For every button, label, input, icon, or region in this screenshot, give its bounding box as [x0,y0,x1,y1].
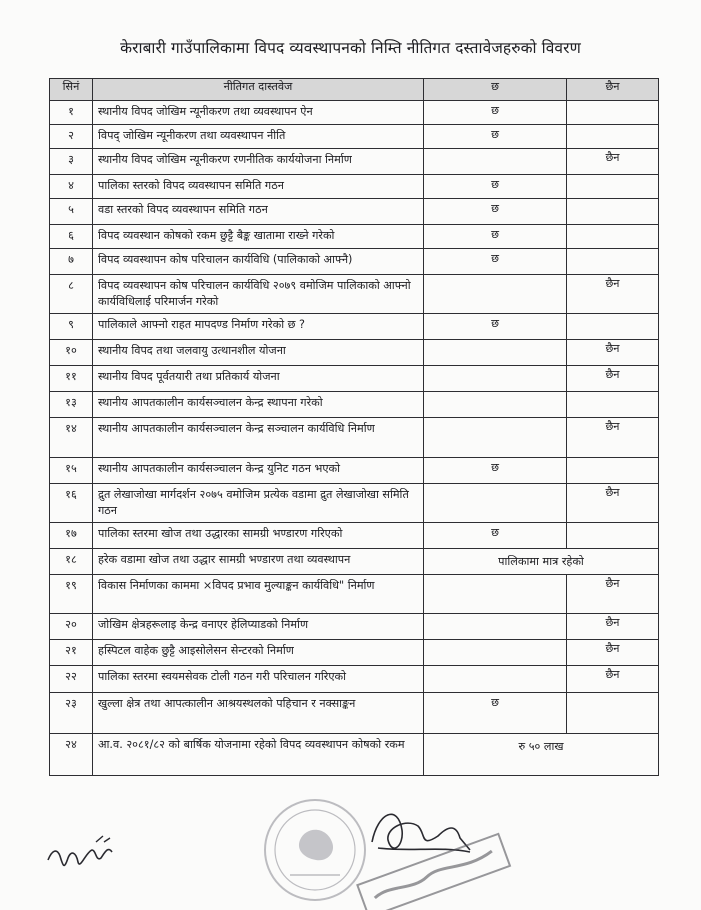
policy-document-cell: स्थानीय आपतकालीन कार्यसञ्चालन केन्द्र स्थापना गरेको [93,392,424,418]
no-cell [567,693,659,734]
no-cell [567,340,659,366]
table-row [50,225,659,249]
table-row [50,314,659,340]
page-title: केराबारी गाउँपालिकामा विपद व्यवस्थापनको निम्ति नीतिगत दस्तावेजहरुको विवरण [120,39,581,57]
handwritten-initials [48,850,112,866]
no-cell [567,199,659,225]
serial-number-cell: १ [50,101,93,125]
yes-mark: छ [491,461,499,474]
table-body [50,101,659,776]
no-mark: छैन [605,642,620,655]
no-cell [567,523,659,549]
table-row [50,249,659,275]
table-row [50,275,659,314]
policy-document-cell: खुल्ला क्षेत्र तथा आपत्कालीन आश्रयस्थलको पहिचान र नक्साङ्कन [93,693,424,734]
table-row [50,366,659,392]
policy-document-cell: स्थानीय आपतकालीन कार्यसञ्चालन केन्द्र सञ्चालन कार्यविधि निर्माण [93,418,424,458]
serial-number-cell: ६ [50,225,93,249]
header-sn: सिनं [50,79,93,101]
serial-number-cell: १५ [50,458,93,484]
table-row [50,175,659,199]
policy-document-cell: स्थानीय विपद पूर्वतयारी तथा प्रतिकार्य योजना [93,366,424,392]
serial-number-cell: ३ [50,149,93,175]
table-row [50,640,659,666]
policy-document-cell: स्थानीय विपद तथा जलवायु उत्थानशील योजना [93,340,424,366]
serial-number-cell: ५ [50,199,93,225]
yes-cell [424,458,567,484]
yes-cell [424,249,567,275]
official-signature [372,814,470,852]
table-row [50,666,659,693]
yes-mark: छ [491,317,499,330]
yes-cell [424,125,567,149]
no-mark: छैन [605,616,620,629]
no-cell [567,614,659,640]
yes-mark: छ [491,696,499,709]
table-row [50,523,659,549]
serial-number-cell: ४ [50,175,93,199]
no-cell [567,314,659,340]
table-row [50,125,659,149]
table-row [50,484,659,523]
no-mark: छैन [605,577,620,590]
no-cell [567,149,659,175]
no-cell [567,225,659,249]
serial-number-cell: १६ [50,484,93,523]
no-cell [567,458,659,484]
no-mark: छैन [605,151,620,164]
policy-document-cell: पालिकाले आफ्नो राहत मापदण्ड निर्माण गरेको छ ? [93,314,424,340]
policy-document-cell: पालिका स्तरको विपद व्यवस्थापन समिति गठन [93,175,424,199]
table-row [50,199,659,225]
serial-number-cell: ८ [50,275,93,314]
header-policy: नीतिगत दास्तवेज [93,79,424,101]
officer-seal-stamp [357,834,510,910]
serial-number-cell: १४ [50,418,93,458]
serial-number-cell: ९ [50,314,93,340]
table-row [50,549,659,575]
yes-mark: छ [491,128,499,141]
table-row [50,340,659,366]
yes-mark: छ [491,104,499,117]
policy-document-cell: विपद व्यवस्थापन कोष परिचालन कार्यविधि (पालिकाको आफ्नै) [93,249,424,275]
yes-cell [424,392,567,418]
status-note-cell: पालिकामा मात्र रहेको [424,549,659,575]
serial-number-cell: २३ [50,693,93,734]
yes-cell [424,523,567,549]
yes-cell [424,225,567,249]
yes-cell [424,640,567,666]
serial-number-cell: २४ [50,734,93,776]
header-yes: छ [424,79,567,101]
serial-number-cell: ७ [50,249,93,275]
policy-document-cell: पालिका स्तरमा स्वयमसेवक टोली गठन गरी परिचालन गरिएको [93,666,424,693]
serial-number-cell: १० [50,340,93,366]
table-row [50,614,659,640]
yes-mark: छ [491,252,499,265]
policy-document-cell: स्थानीय विपद जोखिम न्यूनीकरण रणनीतिक कार्ययोजना निर्माण [93,149,424,175]
yes-mark: छ [491,178,499,191]
policy-table [49,78,659,776]
serial-number-cell: २१ [50,640,93,666]
serial-number-cell: २० [50,614,93,640]
no-cell [567,575,659,614]
yes-mark: छ [491,202,499,215]
no-mark: छैन [605,368,620,381]
table-row [50,418,659,458]
no-mark: छैन [605,277,620,290]
yes-cell [424,484,567,523]
policy-document-cell: विकास निर्माणका काममा ×विपद प्रभाव मुल्याङ्कन कार्यविधि" निर्माण [93,575,424,614]
yes-cell [424,314,567,340]
no-cell [567,125,659,149]
no-cell [567,640,659,666]
no-mark: छैन [605,668,620,681]
policy-document-cell: हस्पिटल वाहेक छुट्टै आइसोलेसन सेन्टरको निर्माण [93,640,424,666]
yes-cell [424,340,567,366]
serial-number-cell: १७ [50,523,93,549]
table-row [50,458,659,484]
policy-document-cell: वडा स्तरको विपद व्यवस्थापन समिति गठन [93,199,424,225]
yes-cell [424,575,567,614]
serial-number-cell: २ [50,125,93,149]
no-cell [567,366,659,392]
yes-cell [424,614,567,640]
table-row [50,101,659,125]
yes-cell [424,275,567,314]
table-row [50,693,659,734]
no-cell [567,101,659,125]
policy-document-cell: स्थानीय विपद जोखिम न्यूनीकरण तथा व्यवस्थापन ऐन [93,101,424,125]
no-mark: छैन [605,420,620,433]
serial-number-cell: २२ [50,666,93,693]
table-row [50,734,659,776]
yes-mark: छ [491,526,499,539]
no-mark: छैन [605,342,620,355]
policy-document-cell: हरेक वडामा खोज तथा उद्धार सामग्री भण्डारण तथा व्यवस्थापन [93,549,424,575]
table-header-row [50,79,659,101]
no-cell [567,249,659,275]
yes-cell [424,149,567,175]
table-row [50,149,659,175]
no-cell [567,175,659,199]
policy-document-cell: विपद व्यवस्थान कोषको रकम छुट्टै बैङ्क खातामा राख्ने गरेको [93,225,424,249]
status-note-cell: रु ५० लाख [424,734,659,776]
yes-cell [424,199,567,225]
serial-number-cell: १८ [50,549,93,575]
no-mark: छैन [605,486,620,499]
policy-document-cell: द्रुत लेखाजोखा मार्गदर्शन २०७५ वमोजिम प्रत्येक वडामा द्रुत लेखाजोखा समिति गठन [93,484,424,523]
no-cell [567,666,659,693]
policy-document-cell: जोखिम क्षेत्रहरूलाइ केन्द्र वनाएर हेलिप्याडको निर्माण [93,614,424,640]
header-no: छैन [567,79,659,101]
table-row [50,575,659,614]
no-cell [567,275,659,314]
policy-document-cell: पालिका स्तरमा खोज तथा उद्धारका सामग्री भण्डारण गरिएको [93,523,424,549]
yes-cell [424,693,567,734]
no-cell [567,392,659,418]
yes-cell [424,666,567,693]
yes-cell [424,175,567,199]
policy-document-cell: विपद व्यवस्थापन कोष परिचालन कार्यविधि २०७९ वमोजिम पालिकाको आफ्नो कार्यविधिलाई परिमार्जन गरेको [93,275,424,314]
policy-document-cell: विपद् जोखिम न्यूनीकरण तथा व्यवस्थापन नीति [93,125,424,149]
table-row [50,392,659,418]
yes-cell [424,101,567,125]
yes-mark: छ [491,228,499,241]
serial-number-cell: १३ [50,392,93,418]
serial-number-cell: १९ [50,575,93,614]
yes-cell [424,418,567,458]
serial-number-cell: ११ [50,366,93,392]
yes-cell [424,366,567,392]
policy-document-cell: आ.व. २०८१/८२ को बार्षिक योजनामा रहेको विपद व्यवस्थापन कोषको रकम [93,734,424,776]
no-cell [567,484,659,523]
office-seal-stamp [265,800,365,900]
policy-document-cell: स्थानीय आपतकालीन कार्यसञ्चालन केन्द्र युनिट गठन भएको [93,458,424,484]
no-cell [567,418,659,458]
